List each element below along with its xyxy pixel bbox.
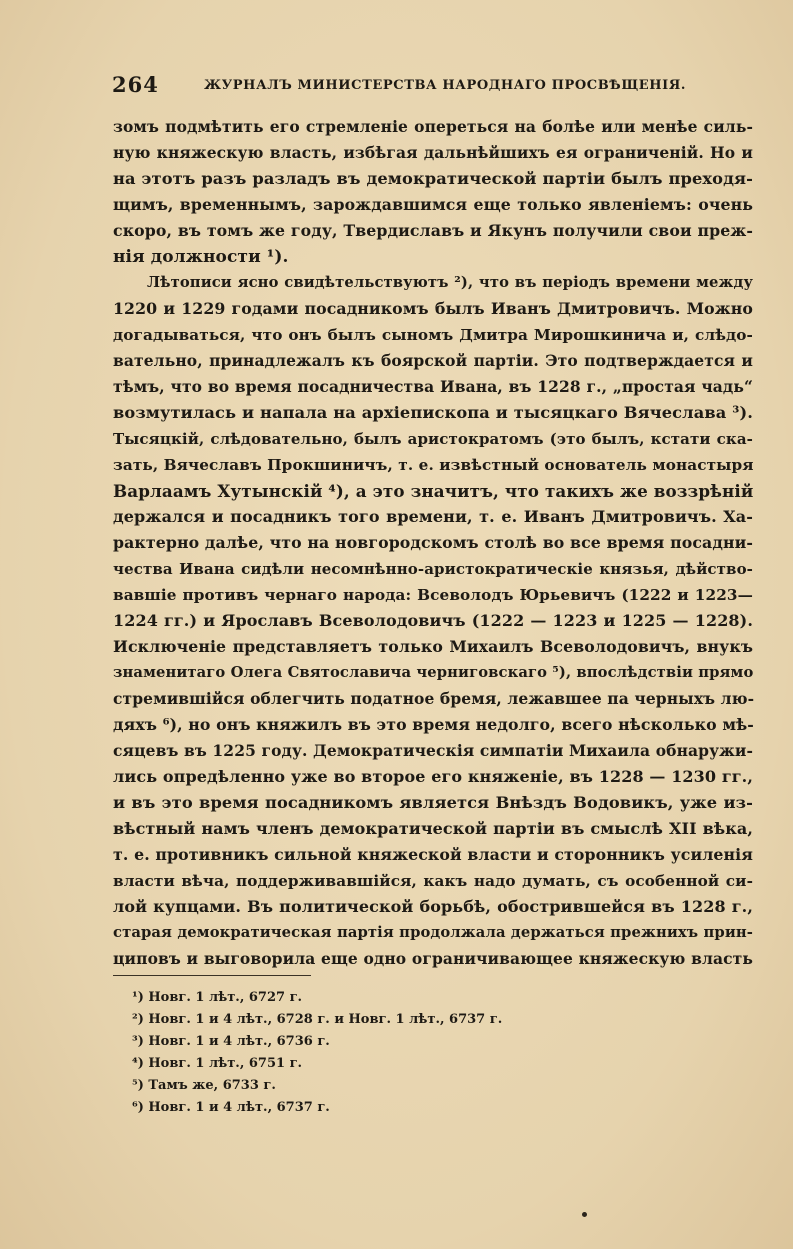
- text-line: 1220 и 1229 годами посадникомъ былъ Иванъ Дмитровичъ. Можно: [113, 299, 753, 318]
- text-line: т. е. противникъ сильной княжеской власти и сторонникъ усиленія: [113, 845, 753, 864]
- text-line: циповъ и выговорила еще одно ограничивающее княжескую власть: [113, 949, 753, 968]
- footnote: ⁶) Новг. 1 и 4 лѣт., 6737 г.: [132, 1100, 330, 1115]
- text-line: вавшіе противъ чернаго народа: Всеволодъ Юрьевичъ (1222 и 1223—: [113, 586, 753, 604]
- ink-speck: [582, 1212, 587, 1217]
- text-line: нія должности ¹).: [113, 247, 289, 267]
- text-line: вательно, принадлежалъ къ боярской партіи. Это подтверждается и: [113, 351, 753, 370]
- text-line: щимъ, временнымъ, зарождавшимся еще только явленіемъ: очень: [113, 195, 753, 214]
- text-line: зать, Вячеславъ Прокшиничъ, т. е. извѣстный основатель монастыря: [113, 456, 754, 474]
- text-line: лой купцами. Въ политической борьбѣ, обострившейся въ 1228 г.,: [113, 897, 753, 916]
- text-line: возмутилась и напала на архіепископа и тысяцкаго Вячеслава ³).: [113, 403, 753, 422]
- footnote: ⁵) Тамъ же, 6733 г.: [132, 1078, 276, 1093]
- text-line: Исключеніе представляетъ только Михаилъ Всеволодовичъ, внукъ: [113, 637, 753, 656]
- text-line: вѣстный намъ членъ демократической партіи въ смыслѣ XII вѣка,: [113, 819, 753, 838]
- text-line: ную княжескую власть, избѣгая дальнѣйшихъ ея ограниченій. Но и: [113, 143, 753, 162]
- running-title: ЖУРНАЛЪ МИНИСТЕРСТВА НАРОДНАГО ПРОСВѢЩЕНІЯ.: [204, 78, 687, 93]
- text-line: на этотъ разъ разладъ въ демократической партіи былъ преходя-: [113, 169, 753, 188]
- text-line: Тысяцкій, слѣдовательно, былъ аристократомъ (это былъ, кстати ска-: [113, 430, 753, 448]
- text-line: скоро, въ томъ же году, Твердиславъ и Якунъ получили свои преж-: [113, 221, 753, 240]
- footnote: ²) Новг. 1 и 4 лѣт., 6728 г. и Новг. 1 лѣт., 6737 г.: [132, 1012, 503, 1027]
- text-line: рактерно далѣе, что на новгородскомъ столѣ во все время посадни-: [113, 533, 753, 552]
- footnote: ¹) Новг. 1 лѣт., 6727 г.: [132, 990, 303, 1005]
- text-line: знаменитаго Олега Святославича черниговскаго ⁵), впослѣдствіи прямо: [113, 664, 754, 681]
- text-line: и въ это время посадникомъ является Внѣздъ Водовикъ, уже из-: [113, 793, 753, 812]
- page-header: [112, 70, 687, 100]
- text-line: Лѣтописи ясно свидѣтельствуютъ ²), что въ періодъ времени между: [147, 274, 753, 291]
- text-line: догадываться, что онъ былъ сыномъ Дмитра Мирошкинича и, слѣдо-: [113, 326, 753, 344]
- text-line: тѣмъ, что во время посадничества Ивана, въ 1228 г., „простая чадь“: [113, 377, 753, 396]
- text-line: стремившійся облегчить податное бремя, лежавшее па черныхъ лю-: [113, 689, 755, 708]
- text-line: 1224 гг.) и Ярославъ Всеволодовичъ (1222 — 1223 и 1225 — 1228).: [113, 611, 753, 630]
- text-line: зомъ подмѣтить его стремленіе опереться на болѣе или менѣе силь-: [113, 117, 753, 136]
- text-line: сяцевъ въ 1225 году. Демократическія симпатіи Михаила обнаружи-: [113, 741, 753, 760]
- text-line: лись опредѣленно уже во второе его княженіе, въ 1228 — 1230 гг.,: [113, 767, 753, 786]
- text-line: старая демократическая партія продолжала держаться прежнихъ прин-: [113, 924, 753, 941]
- text-line: чества Ивана сидѣли несомнѣнно-аристократическіе князья, дѣйство-: [113, 560, 753, 578]
- text-line: власти вѣча, поддерживавшійся, какъ надо думать, съ особенной си-: [113, 872, 753, 890]
- footnote: ³) Новг. 1 и 4 лѣт., 6736 г.: [132, 1034, 330, 1049]
- page-number: 264: [112, 72, 159, 97]
- footnote-separator: [113, 975, 311, 976]
- text-line: дяхъ ⁶), но онъ княжилъ въ это время недолго, всего нѣсколько мѣ-: [113, 715, 754, 734]
- footnote: ⁴) Новг. 1 лѣт., 6751 г.: [132, 1056, 303, 1071]
- text-line: держался и посадникъ того времени, т. е. Иванъ Дмитровичъ. Ха-: [113, 507, 753, 526]
- text-line: Варлаамъ Хутынскій ⁴), а это значитъ, что такихъ же воззрѣній: [113, 481, 754, 501]
